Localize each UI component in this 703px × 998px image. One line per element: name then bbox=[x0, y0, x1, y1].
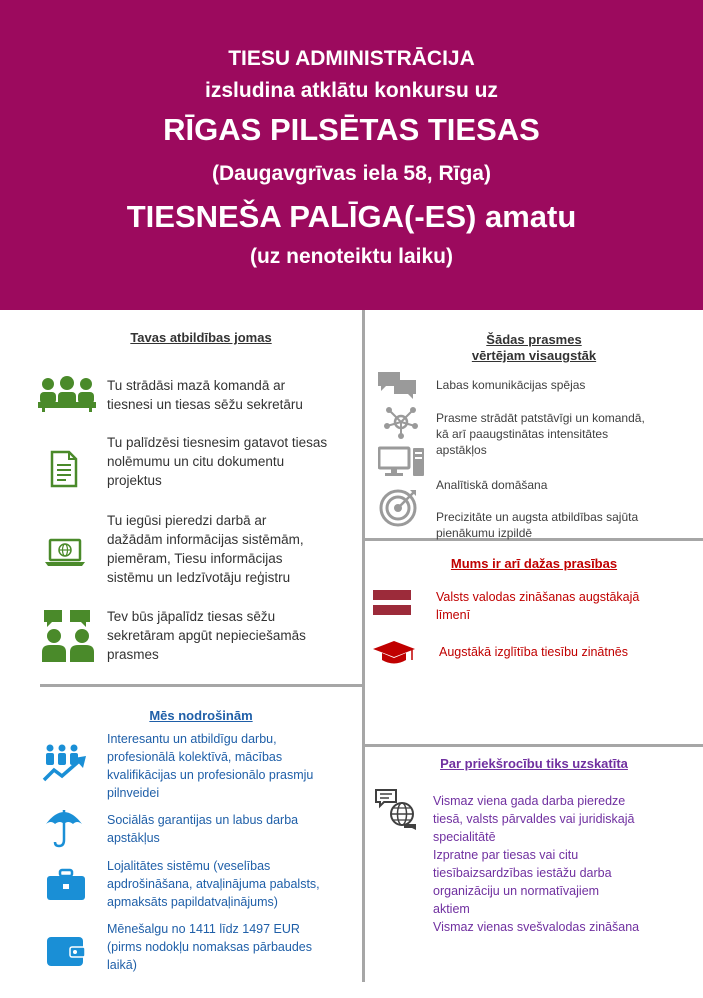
requirement-2: Augstākā izglītība tiesību zinātnēs bbox=[439, 645, 629, 659]
skill-2: Prasme strādāt patstāvīgi un komandā, kā arī paaugstinātas intensitātes apstākļos bbox=[436, 411, 645, 457]
header-organization: TIESU ADMINISTRĀCIJA bbox=[228, 47, 475, 70]
skill-4: Precizitāte un augsta atbildības sajūta pienākumu izpildē bbox=[436, 510, 639, 540]
requirements-title: Mums ir arī dažas prasības bbox=[450, 556, 618, 571]
target-icon bbox=[378, 488, 418, 528]
center-divider bbox=[362, 310, 365, 982]
header-announcement: izsludina atklātu konkursu uz bbox=[205, 79, 498, 102]
offer-2: Sociālās garantijas un labus darba apstākļus bbox=[107, 813, 299, 845]
wallet-icon bbox=[46, 934, 86, 968]
header-term: (uz nenoteiktu laiku) bbox=[249, 245, 453, 268]
skill-1: Labas komunikācijas spējas bbox=[436, 378, 586, 392]
document-icon bbox=[50, 450, 78, 488]
people-chat-icon bbox=[40, 608, 96, 662]
skill-3: Analītiskā domāšana bbox=[436, 478, 548, 492]
offer-1: Interesantu un atbildīgu darbu, profesionālā kolektīvā, mācības kvalifikācijas un profesionālo prasmju pilnveidei bbox=[107, 732, 314, 800]
computer-icon bbox=[378, 446, 426, 478]
offer-4: Mēnešalgu no 1411 līdz 1497 EUR (pirms nodokļu nomaksas pārbaudes laikā) bbox=[107, 922, 312, 972]
growth-people-icon bbox=[42, 744, 90, 784]
advantages-title: Par priekšrocību tiks uzskatīta bbox=[440, 756, 628, 771]
header-address: (Daugavgrīvas iela 58, Rīga) bbox=[212, 162, 491, 185]
requirement-1: Valsts valodas zināšanas augstākajā līmenī bbox=[436, 590, 640, 622]
offers-title: Mēs nodrošinām bbox=[149, 708, 253, 723]
header-court-name: RĪGAS PILSĒTAS TIESAS bbox=[163, 112, 540, 147]
network-icon bbox=[383, 404, 419, 440]
responsibility-3: Tu iegūsi pieredzi darbā ar dažādām informācijas sistēmām, piemēram, Tiesu informācijas sistēmu un Iedzīvotāju reģistru bbox=[107, 513, 304, 585]
responsibility-4: Tev būs jāpalīdz tiesas sēžu sekretāram apgūt nepieciešamās prasmes bbox=[107, 609, 306, 662]
responsibilities-title: Tavas atbildības jomas bbox=[130, 330, 272, 345]
right-section-divider-2 bbox=[365, 744, 703, 747]
responsibility-2: Tu palīdzēsi tiesnesim gatavot tiesas nolēmumu un citu dokumentu projektus bbox=[107, 435, 328, 488]
responsibility-1: Tu strādāsi mazā komandā ar tiesnesi un tiesas sēžu sekretāru bbox=[107, 378, 303, 412]
global-chat-icon bbox=[374, 788, 418, 832]
graduation-cap-icon bbox=[372, 640, 416, 666]
skills-title: Šādas prasmes vērtējam visaugstāk bbox=[471, 332, 597, 363]
latvian-flag-icon bbox=[373, 590, 411, 616]
briefcase-icon bbox=[46, 868, 86, 902]
offer-3: Lojalitātes sistēmu (veselības apdrošināšana, atvaļinājuma pabalsts, apmaksāts papildatvaļinājums) bbox=[107, 859, 320, 909]
left-section-divider bbox=[40, 684, 362, 687]
advantages-list: Vismaz viena gada darba pieredze tiesā, valsts pārvaldes vai juridiskajā specialitātē Izpratne par tiesas vai citu tiesībaizsardzības iestāžu darba organizāciju un normatīvajiem aktiem Vismaz vienas svešvalodas zināšana bbox=[433, 794, 640, 934]
chat-bubbles-icon bbox=[376, 370, 418, 400]
header-banner bbox=[0, 0, 703, 310]
umbrella-icon bbox=[44, 806, 84, 848]
team-icon bbox=[38, 376, 96, 412]
laptop-globe-icon bbox=[44, 538, 86, 568]
header-position: TIESNEŠA PALĪGA(-ES) amatu bbox=[126, 199, 577, 234]
